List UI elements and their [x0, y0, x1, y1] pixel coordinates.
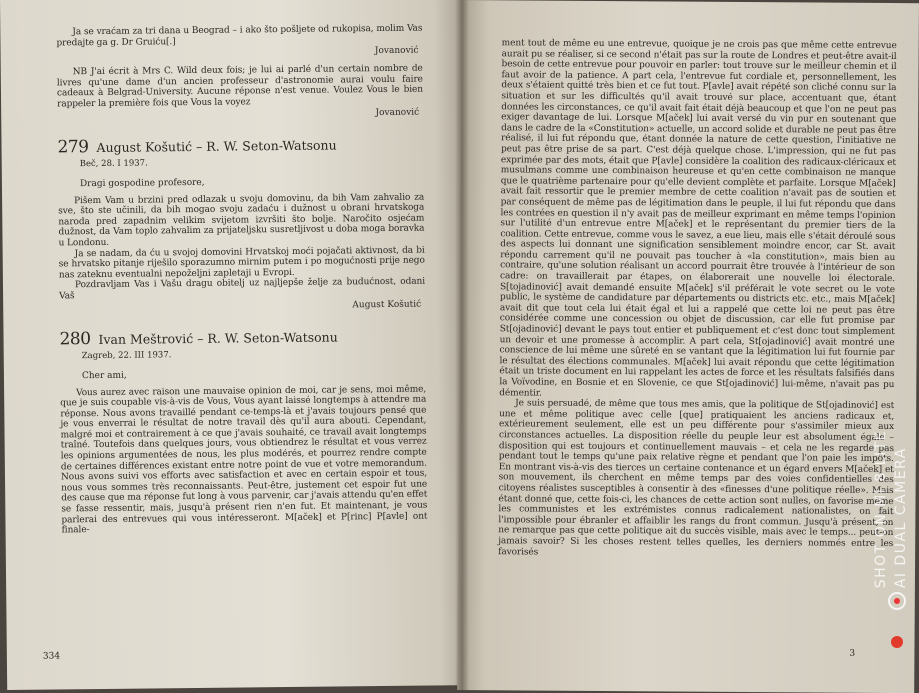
left-page-number: 334: [42, 651, 61, 662]
letter-279-paragraph-1: Pišem Vam u brzini pred odlazak u svoju domovinu, da bih Vam zahvalio za sve, što ste učinili, da bih mogao svoju zadaću i dužnost u obrani hrvatskoga naroda pred zapadnim velikim svijetom izvršiti što bolje. Naročito osjećam dužnost, da Vam toplo zahvalim za prijateljsku susretljivost u doba moga boravka u Londonu.: [58, 192, 425, 249]
camera-record-icon: [891, 636, 903, 648]
letter-279-paragraph-3: Pozdravljam Vas i Vašu dragu obitelj uz najljepše želje za budućnost, odani Vaš: [59, 276, 426, 302]
camera-lens-icon: [888, 592, 906, 610]
watermark-line-2: AI DUAL CAMERA: [893, 447, 909, 589]
watermark-line-1: SHOT ON MI 8 LITE: [873, 430, 889, 589]
letter-280-paragraph-1: Vous aurez avec raison une mauvaise opinion de moi, car je sens, moi même, que je suis coupable vis-à-vis de Vous, Vous ayant laissé longtemps à attendre ma réponse. Nous avons travaillé pendant ce-temps-là et j'avais toujours pensé que je vous enverrai le résultat de notre travail dès qu'il aura abouti. Cependant, malgré moi et contrairement à ce que j'avais souhaité, ce travail avait longtemps traîné. Toutefois dans quelques jours, vous obtiendrez le résultat et vous verrez les opinions argumentées de nous, les plus modérés, et pourrez rendre compte de certaines différences existant entre notre point de vue et votre memorandum. Nous avons suivi vos efforts avec satisfaction et avec en certain espoir et tous, nous vous sommes très reconnaissants. Peut-être, justement cet espoir fut une des cause que ma réponse fut long à vous parvenir, car j'avais attendu qu'en effet se fasse ressentir, mais, jusqu'à présent rien n'en fut. Et maintenant, je vous parlerai des entrevues qui vous intéresseront. M[aček] et P[rinc] P[avle] ont finale-: [60, 384, 428, 536]
letter-279-place-date: Beč, 28. I 1937.: [79, 158, 148, 169]
letter-280-salutation: Cher ami,: [81, 370, 127, 381]
camera-watermark: [871, 430, 911, 588]
right-paragraph-2: Je suis persuadé, de même que tous mes amis, que la politique de St[ojadinović] est une et même politique avec celle [que] pratiquaient les anciens radicaux et, extérieurement seulement, elle est un peu différente pour s'assimiler mieux aux circonstances actuelles. La disposition réelle du peuple leur est absolument égale – disposition qui est toujours et continuellement mauvais – et cela ne les regarde pas pendant tout le temps qu'une paix relative règne et pendant que l'on paie les impôts. En montrant vis-à-vis des tierces un certaine contenance et un égard envers M[aček] et son mouvement, ils cherchent en même temps par des voies confidentielles des citoyens réalistes susceptibles à consentir à des «finesses d'une politique réelle». Mais étant donné que, cette fois-ci, les chances de cette action sont nulles, on favorise même les communistes et les extrémistes connus radicalement nationalistes, on fait l'impossible pour ébranler et affaiblir les rangs du front commun. Jusqu'à présent, on ne remarque pas que cette politique ait du succès visible, mais avec le temps... peut-on jamais savoir? Si les choses restent telles quelles, les derniers nommés entre les favorisés: [498, 398, 895, 558]
nb-paragraph: NB J'ai écrit à Mrs C. Wild deux fois; je lui ai parlé d'un certain nombre de livres qu'une dame d'un ancien professeur d'astronomie aurai voulu faire cadeaux à Belgrad-University. Aucune réponse n'est venue. Voulez Vous le bien rappeler la première fois que Vous la voyez: [56, 63, 424, 110]
nb-signature: Jovanović: [375, 107, 420, 118]
letter-279-salutation: Dragi gospodine profesore,: [79, 177, 205, 189]
letter-279-number: 279: [57, 136, 89, 157]
right-page-number: 3: [849, 648, 856, 659]
letter-280-place-date: Zagreb, 22. III 1937.: [81, 349, 172, 361]
letter-279-paragraph-2: Ja se nadam, da ću u svojoj domovini Hrvatskoj moći pojačati aktivnost, da bi se hrvatsko pitanje riješilo sporazumno mirnim putem i po mogućnosti prije nego nas zateknu eventualni nepoželjni zapletaji u Evropi.: [58, 245, 425, 281]
letter-280-number: 280: [59, 328, 91, 349]
letter-279-title: August Košutić – R. W. Seton-Watsonu: [96, 137, 337, 155]
letter-280-title: Ivan Meštrović – R. W. Seton-Watsonu: [98, 328, 338, 347]
letter-279-signature: August Košutić: [352, 299, 422, 310]
intro-paragraph: Ja se vraćam za tri dana u Beograd – i ako što pošljete od rukopisa, molim Vas predajte ga g. Dr Gruiću[.]: [56, 23, 423, 49]
intro-signature: Jovanović: [374, 45, 419, 57]
right-paragraph-1: ment tout de même eu une entrevue, quoique je ne crois pas que même cette entrevue aurait pu se réaliser, si ce second n'était pas sur la route de Londres et peut-être avait-il besoin de cette entrevue pour pouvoir en parler: tout trouve sur le meilleur chemin et il faut avoir de la patience. A part cela, l'entrevue fut cordiale et, personnellement, les deux s'étaient quitté très bien et ce fut tout. P[avle] avait répété son cliché connu sur la situation et sur les difficultés qu'il avait trouvé sur place, accentuant que, étant données les circonstances, ce qu'il avait fait était déjà beaucoup et que l'on ne peut pas exiger davantage de lui. Lorsque M[aček] lui avait versé du vin pur en soutenant que dans le cadre de la «Constitution» actuelle, un accord solide et durable ne peut pas être réalisé, il lui fut répondu que, étant donnée la nature de cette question, l'initiative ne peut pas être prise de sa part. C'est déjà quelque chose. L'impression, qui ne fut pas exprimée par des mots, était que P[avle] considère la coalition des radicaux-cléricaux et musulmans comme une combinaison heureuse et qu'en cette combinaison ne manque que le quatrième partenaire pour qu'elle devient complète et parfaite. Lorsque M[aček] avait fait ressortir que le premier membre de cette coalition n'avait pas de soutien et par conséquent de même pas de légitimation dans le peuple, il lui fut répondu que dans les contrées en question il n'y avait pas de meilleur exprimant en même temps l'opinion sur l'utilité d'un entrevue entre M[aček] et le représentant du premier tiers de la coalition. Cette entrevue, comme vous le savez, a eue lieu, mais elle s'était déroulé sous des aspects lui donnant une signification sensiblement moindre encor, car St. avait répondu carrement qu'il ne pouvait pas toucher à «la constitution», mais bien au contraire, qu'une solution réalisant un accord pourrait être trouvée à l'intérieur de son cadre: on travaillerait par étapes, on élaborerait une nouvelle loi électorale. S[tojadinović] avait demandé ensuite M[aček] s'il préférait le vote secret ou le vote public, le système de candidature par départements ou districts etc. etc., mais M[aček] avait dit que tout cela lui était égal et lui a rappelé que cette loi ne peut pas être considérée comme une concession ou objet de discussion, car elle fut promise par St[ojadinović] devant le pays tout entier et publiquement et c'est donc tout simplement un devoir et une promesse à accomplir. A part cela, St[ojadinović] avait montré une conscience de lui même une sûreté en se vantant que la légitimation lui fut fournie par le résultat des élections communales. M[aček] lui avait répondu que cette légitimation était un triste document en lui rappelant les actes de force et les résultats falsifiés dans la Voïvodine, en Bosnie et en Slovenie, ce que St[ojadinović] lui-même, n'avait pas pu démentir.: [499, 38, 897, 399]
right-page: [457, 0, 919, 693]
book-gutter: [455, 0, 469, 690]
